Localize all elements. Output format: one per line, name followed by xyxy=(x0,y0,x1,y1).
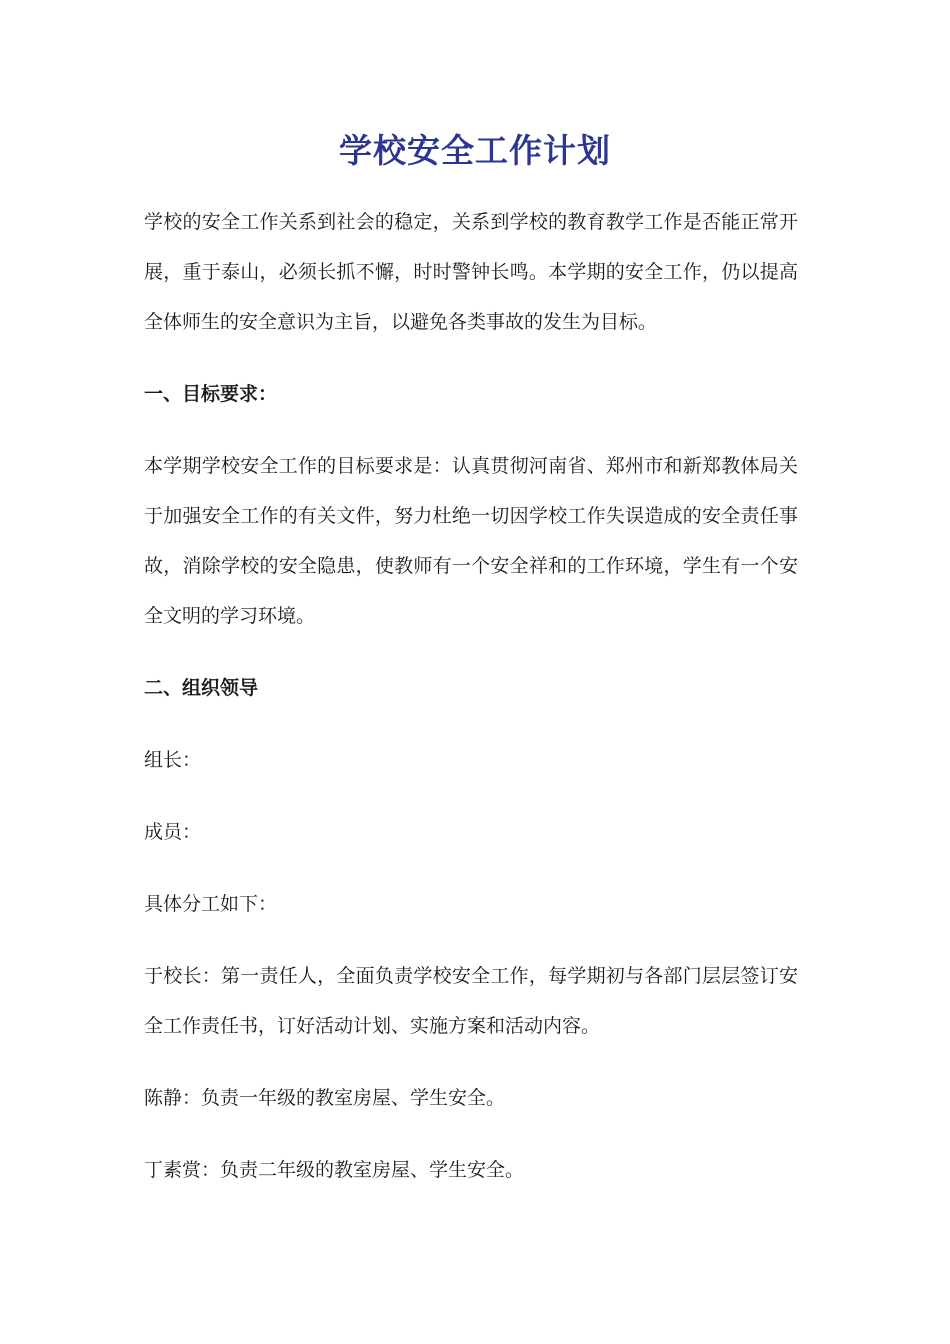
duty-paragraph: 丁素赏：负责二年级的教室房屋、学生安全。 xyxy=(144,1159,525,1181)
leader-line: 组长： xyxy=(144,749,202,771)
section-heading-goals: 一、目标要求： xyxy=(144,383,278,405)
document-body xyxy=(144,197,798,1195)
document-title: 学校安全工作计划 xyxy=(339,131,611,170)
members-line: 成员： xyxy=(144,821,202,843)
division-intro-line: 具体分工如下： xyxy=(144,893,278,915)
intro-paragraph: 学校的安全工作关系到社会的稳定，关系到学校的教育教学工作是否能正常开展，重于泰山，必须长抓不懈，时时警钟长鸣。本学期的安全工作，仍以提高全体师生的安全意识为主旨，以避免各类事故的发生为目标。 xyxy=(144,211,798,333)
duty-paragraph: 于校长：第一责任人，全面负责学校安全工作，每学期初与各部门层层签订安全工作责任书，订好活动计划、实施方案和活动内容。 xyxy=(144,965,798,1037)
duty-paragraph: 陈静：负责一年级的教室房屋、学生安全。 xyxy=(144,1087,506,1109)
section-heading-organization: 二、组织领导 xyxy=(144,677,259,699)
goals-paragraph: 本学期学校安全工作的目标要求是：认真贯彻河南省、郑州市和新郑教体局关于加强安全工作的有关文件，努力杜绝一切因学校工作失误造成的安全责任事故，消除学校的安全隐患，使教师有一个安全祥和的工作环境，学生有一个安全文明的学习环境。 xyxy=(144,455,798,627)
